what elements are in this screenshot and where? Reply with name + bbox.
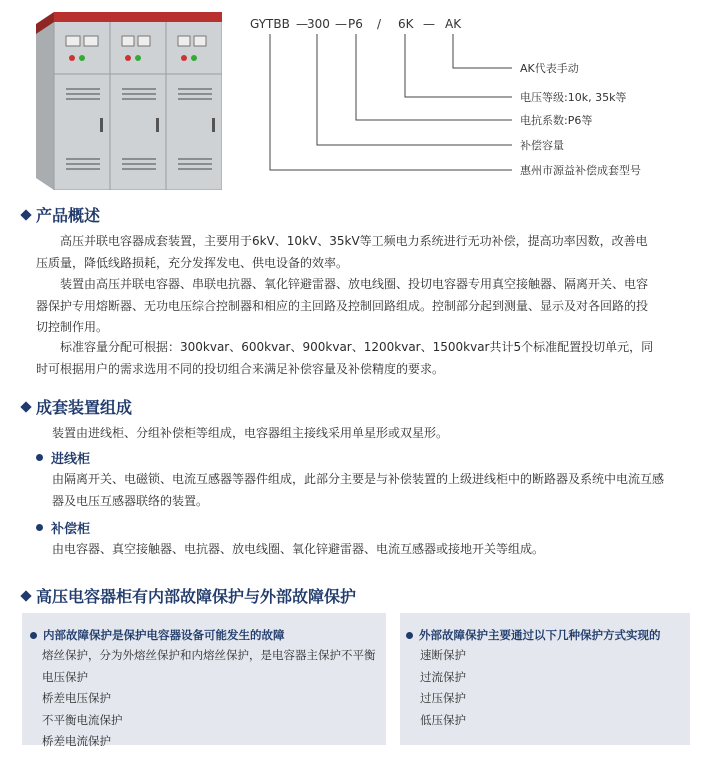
code-sep-1: — [296,17,308,31]
internal-protection-box [22,613,386,748]
code-part-capacity: 300 [307,17,330,31]
overview-paragraph-1: 高压并联电容器成套装置，主要用于6kV、10kV、35kV等工频电力系统进行无功补偿，提高功率因数，改善电压质量，降低线路损耗，充分发挥发电、供电设备的效率。 [36,234,648,270]
overview-paragraph-2: 装置由高压并联电容器、串联电抗器、氧化锌避雷器、放电线圈、投切电容器专用真空接触器、隔离开关、电容器保护专用熔断器、无功电压综合控制器和相应的主回路及控制回路组成。控制部分起到测量、显示及对各回路的投切控制作用。 [36,277,649,334]
label-reactance: 电抗系数:P6等 [520,114,593,127]
bullet-dot-icon [36,524,43,531]
list-item: 桥差电流保护 [42,734,111,748]
label-series: 惠州市源益补偿成套型号 [520,164,641,177]
list-item: 过压保护 [420,691,466,705]
diamond-icon [20,209,31,220]
label-capacity: 补偿容量 [520,139,564,152]
external-protection-box [400,613,690,745]
label-voltage: 电压等级:10k, 35k等 [520,91,627,104]
list-item: 熔丝保护，分为外熔丝保护和内熔丝保护，是电容器主保护不平衡电压保护 [42,648,376,684]
capacitor-cabinet-image [36,8,222,190]
composition-title: 成套装置组成 [22,395,132,418]
external-protection-list [420,645,680,731]
code-sep-2: — [335,17,347,31]
code-part-reactance: P6 [348,17,363,31]
overview-title: 产品概述 [22,203,100,226]
label-manual: AK代表手动 [520,62,579,75]
internal-protection-heading: 内部故障保护是保护电容器设备可能发生的故障 [30,627,285,643]
code-sep-4: — [423,17,435,31]
compensation-cabinet-text: 由电容器、真空接触器、电抗器、放电线圈、氧化锌避雷器、电流互感器或接地开关等组成。 [52,542,545,556]
bullet-dot-icon [36,454,43,461]
overview-paragraph-3: 标准容量分配可根据：300kvar、600kvar、900kvar、1200kvar、1500kvar共计5个标准配置投切单元，同时可根据用户的需求选用不同的投切组合来满足补偿容量及补偿精度的要求。 [36,340,654,376]
code-part-voltage: 6K [398,17,414,31]
bullet-dot-icon [406,632,413,639]
internal-protection-list [42,645,382,753]
external-protection-heading: 外部故障保护主要通过以下几种保护方式实现的 [406,627,661,643]
compensation-cabinet-heading: 补偿柜 [36,518,90,537]
composition-intro: 装置由进线柜、分组补偿柜等组成，电容器组主接线采用单星形或双星形。 [52,426,449,440]
list-item: 不平衡电流保护 [42,712,123,727]
code-part-manual: AK [445,17,462,31]
code-sep-3: / [377,17,382,31]
list-item: 低压保护 [420,712,466,727]
diamond-icon [20,401,31,412]
code-part-series: GYTBB [250,17,290,31]
incoming-cabinet-text: 由隔离开关、电磁锁、电流互感器等器件组成，此部分主要是与补偿装置的上级进线柜中的断路器及系统中电流互感器及电压互感器联络的装置。 [52,472,665,508]
list-item: 桥差电压保护 [42,691,111,705]
model-code-diagram [250,10,690,185]
list-item: 速断保护 [420,648,466,662]
list-item: 过流保护 [420,669,466,684]
protection-title: 高压电容器柜有内部故障保护与外部故障保护 [22,584,356,607]
diamond-icon [20,590,31,601]
incoming-cabinet-heading: 进线柜 [36,448,90,467]
bullet-dot-icon [30,632,37,639]
